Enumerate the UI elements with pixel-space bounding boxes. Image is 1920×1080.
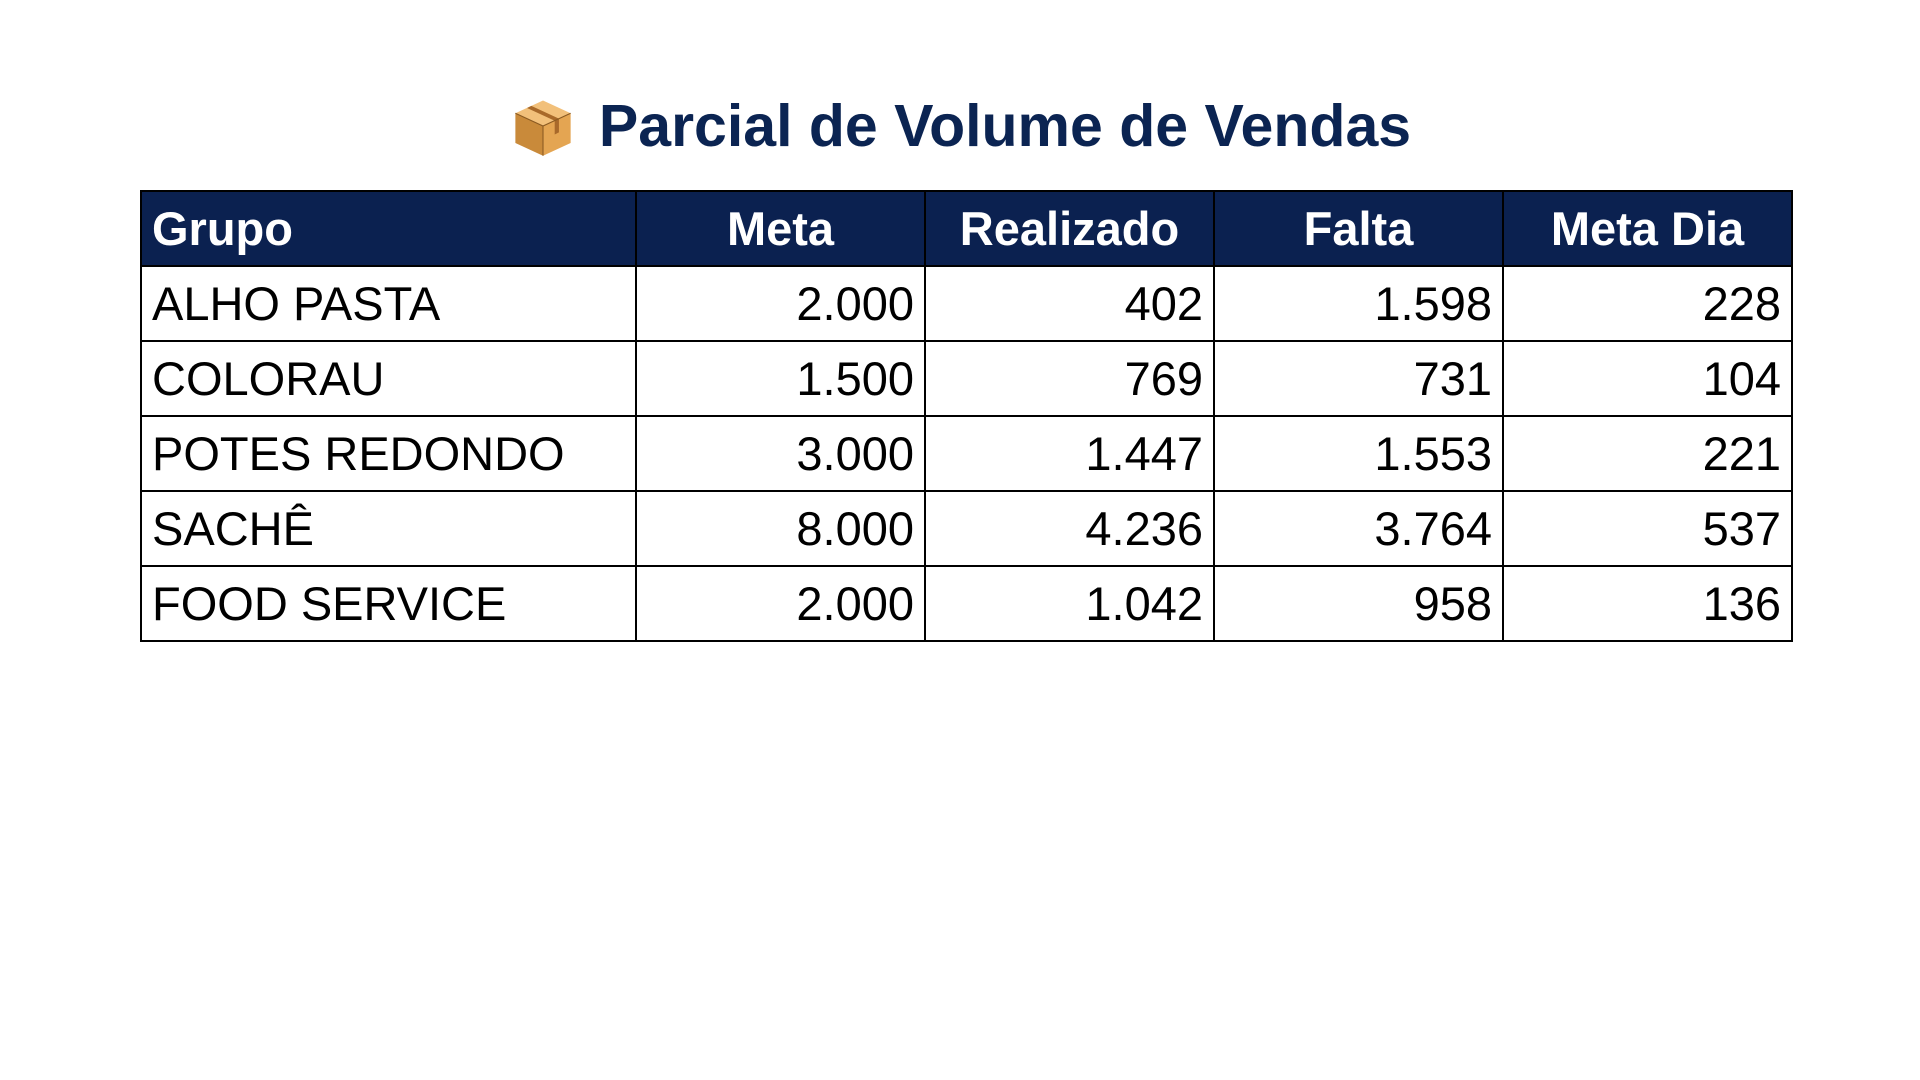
- cell-meta: 1.500: [636, 341, 925, 416]
- cell-grupo: ALHO PASTA: [141, 266, 636, 341]
- sales-volume-table: [140, 190, 1793, 642]
- cell-realizado: 1.042: [925, 566, 1214, 641]
- cell-falta: 3.764: [1214, 491, 1503, 566]
- cell-falta: 958: [1214, 566, 1503, 641]
- cell-meta-dia: 228: [1503, 266, 1792, 341]
- cell-meta-dia: 221: [1503, 416, 1792, 491]
- cell-falta: 1.598: [1214, 266, 1503, 341]
- package-box-icon: [509, 92, 577, 160]
- column-header-meta: Meta: [636, 191, 925, 266]
- column-header-meta-dia: Meta Dia: [1503, 191, 1792, 266]
- cell-meta: 3.000: [636, 416, 925, 491]
- cell-meta-dia: 136: [1503, 566, 1792, 641]
- table-row: [141, 491, 1792, 566]
- column-header-falta: Falta: [1214, 191, 1503, 266]
- cell-realizado: 4.236: [925, 491, 1214, 566]
- column-header-grupo: Grupo: [141, 191, 636, 266]
- cell-realizado: 1.447: [925, 416, 1214, 491]
- table-header-row: [141, 191, 1792, 266]
- table-row: [141, 416, 1792, 491]
- cell-falta: 731: [1214, 341, 1503, 416]
- cell-grupo: SACHÊ: [141, 491, 636, 566]
- column-header-realizado: Realizado: [925, 191, 1214, 266]
- cell-realizado: 769: [925, 341, 1214, 416]
- page-title: Parcial de Volume de Vendas: [598, 93, 1412, 159]
- table-row: [141, 266, 1792, 341]
- cell-grupo: FOOD SERVICE: [141, 566, 636, 641]
- cell-meta: 2.000: [636, 566, 925, 641]
- cell-meta: 8.000: [636, 491, 925, 566]
- table-row: [141, 566, 1792, 641]
- cell-meta-dia: 104: [1503, 341, 1792, 416]
- cell-meta: 2.000: [636, 266, 925, 341]
- cell-meta-dia: 537: [1503, 491, 1792, 566]
- cell-grupo: COLORAU: [141, 341, 636, 416]
- title-row: [0, 88, 1920, 164]
- cell-realizado: 402: [925, 266, 1214, 341]
- cell-grupo: POTES REDONDO: [141, 416, 636, 491]
- cell-falta: 1.553: [1214, 416, 1503, 491]
- table-row: [141, 341, 1792, 416]
